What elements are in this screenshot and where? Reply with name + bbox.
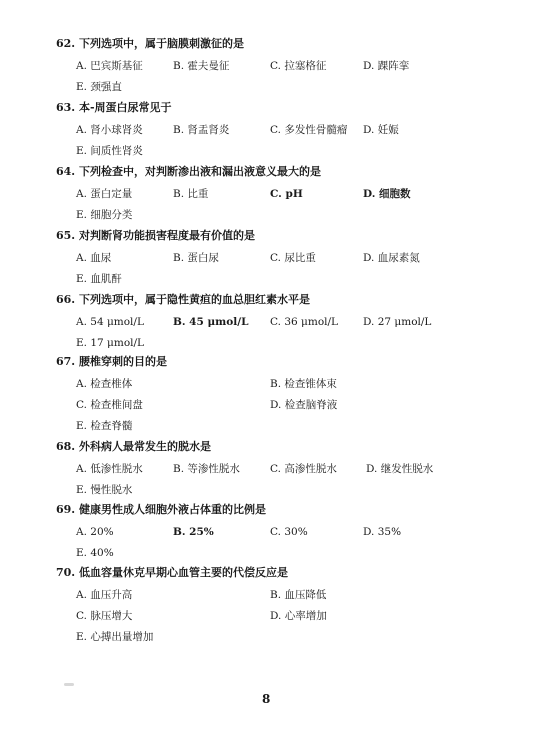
- option-e: E. 颈强直: [76, 81, 122, 93]
- options-row: [76, 80, 526, 101]
- option-b: B. 45 μmol/L: [173, 316, 249, 328]
- option-c: C. 多发性骨髓瘤: [270, 124, 348, 136]
- option-c: C. 检查椎间盘: [76, 399, 143, 411]
- options-row: [76, 398, 526, 419]
- question-64: [56, 165, 526, 229]
- option-c: C. 30%: [270, 526, 308, 538]
- option-a: A. 巴宾斯基征: [76, 60, 143, 72]
- option-d: D. 踝阵挛: [363, 60, 410, 72]
- option-c: C. 高渗性脱水: [270, 463, 337, 475]
- option-c: C. 36 μmol/L: [270, 316, 339, 328]
- question-stem: 68. 外科病人最常发生的脱水是: [56, 440, 211, 453]
- option-b: B. 肾盂肾炎: [173, 124, 230, 136]
- question-65: [56, 229, 526, 293]
- options-row: [76, 588, 526, 609]
- option-c: C. 尿比重: [270, 252, 316, 264]
- option-e: E. 慢性脱水: [76, 484, 133, 496]
- option-d: D. 27 μmol/L: [363, 316, 432, 328]
- option-b: B. 比重: [173, 188, 209, 200]
- options-row: [76, 462, 526, 483]
- options-row: [76, 187, 526, 208]
- option-d: D. 妊娠: [363, 124, 399, 136]
- options-row: [76, 315, 526, 336]
- option-a: A. 血尿: [76, 252, 112, 264]
- options-row: [76, 336, 526, 357]
- question-stem: 63. 本-周蛋白尿常见于: [56, 101, 172, 114]
- options-row: [76, 546, 526, 567]
- option-c: C. pH: [270, 188, 303, 200]
- options-row: [76, 144, 526, 165]
- option-e: E. 心搏出量增加: [76, 631, 154, 643]
- options-row: [76, 272, 526, 293]
- option-e: E. 17 μmol/L: [76, 337, 145, 349]
- options-row: [76, 251, 526, 272]
- option-b: B. 蛋白尿: [173, 252, 219, 264]
- option-a: A. 检查椎体: [76, 378, 133, 390]
- option-b: B. 检查锥体束: [270, 378, 337, 390]
- option-e: E. 40%: [76, 547, 114, 559]
- question-66: [56, 293, 526, 357]
- options-row: [76, 123, 526, 144]
- page-number: 8: [262, 692, 271, 706]
- options-row: [76, 377, 526, 398]
- option-e: E. 血肌酐: [76, 273, 122, 285]
- question-67: [56, 355, 526, 440]
- option-b: B. 等渗性脱水: [173, 463, 240, 475]
- option-a: A. 蛋白定量: [76, 188, 133, 200]
- option-d: D. 继发性脱水: [366, 463, 434, 475]
- option-c: C. 拉塞格征: [270, 60, 327, 72]
- question-stem: 62. 下列选项中，属于脑膜刺激征的是: [56, 37, 244, 50]
- options-row: [76, 419, 526, 440]
- options-row: [76, 483, 526, 504]
- option-e: E. 检查脊髓: [76, 420, 133, 432]
- question-70: [56, 566, 526, 651]
- option-a: A. 20%: [76, 526, 114, 538]
- question-63: [56, 101, 526, 165]
- option-a: A. 54 μmol/L: [76, 316, 144, 328]
- options-row: [76, 59, 526, 80]
- question-stem: 65. 对判断肾功能损害程度最有价值的是: [56, 229, 255, 242]
- option-b: B. 25%: [173, 526, 214, 538]
- option-d: D. 心率增加: [270, 610, 327, 622]
- options-row: [76, 609, 526, 630]
- scan-smudge: [64, 683, 74, 686]
- option-c: C. 脉压增大: [76, 610, 133, 622]
- option-e: E. 细胞分类: [76, 209, 133, 221]
- question-stem: 69. 健康男性成人细胞外液占体重的比例是: [56, 503, 266, 516]
- option-b: B. 血压降低: [270, 589, 327, 601]
- option-d: D. 35%: [363, 526, 402, 538]
- option-a: A. 肾小球肾炎: [76, 124, 143, 136]
- option-a: A. 血压升高: [76, 589, 133, 601]
- option-d: D. 检查脑脊液: [270, 399, 338, 411]
- question-stem: 64. 下列检查中，对判断渗出液和漏出液意义最大的是: [56, 165, 321, 178]
- question-68: [56, 440, 526, 504]
- question-69: [56, 503, 526, 567]
- option-a: A. 低渗性脱水: [76, 463, 143, 475]
- question-stem: 67. 腰椎穿刺的目的是: [56, 355, 167, 368]
- option-e: E. 间质性肾炎: [76, 145, 143, 157]
- question-62: [56, 37, 526, 101]
- question-stem: 70. 低血容量休克早期心血管主要的代偿反应是: [56, 566, 288, 579]
- options-row: [76, 525, 526, 546]
- option-b: B. 霍夫曼征: [173, 60, 230, 72]
- options-row: [76, 208, 526, 229]
- option-d: D. 血尿素氮: [363, 252, 420, 264]
- option-d: D. 细胞数: [363, 188, 411, 200]
- question-stem: 66. 下列选项中，属于隐性黄疸的血总胆红素水平是: [56, 293, 310, 306]
- options-row: [76, 630, 526, 651]
